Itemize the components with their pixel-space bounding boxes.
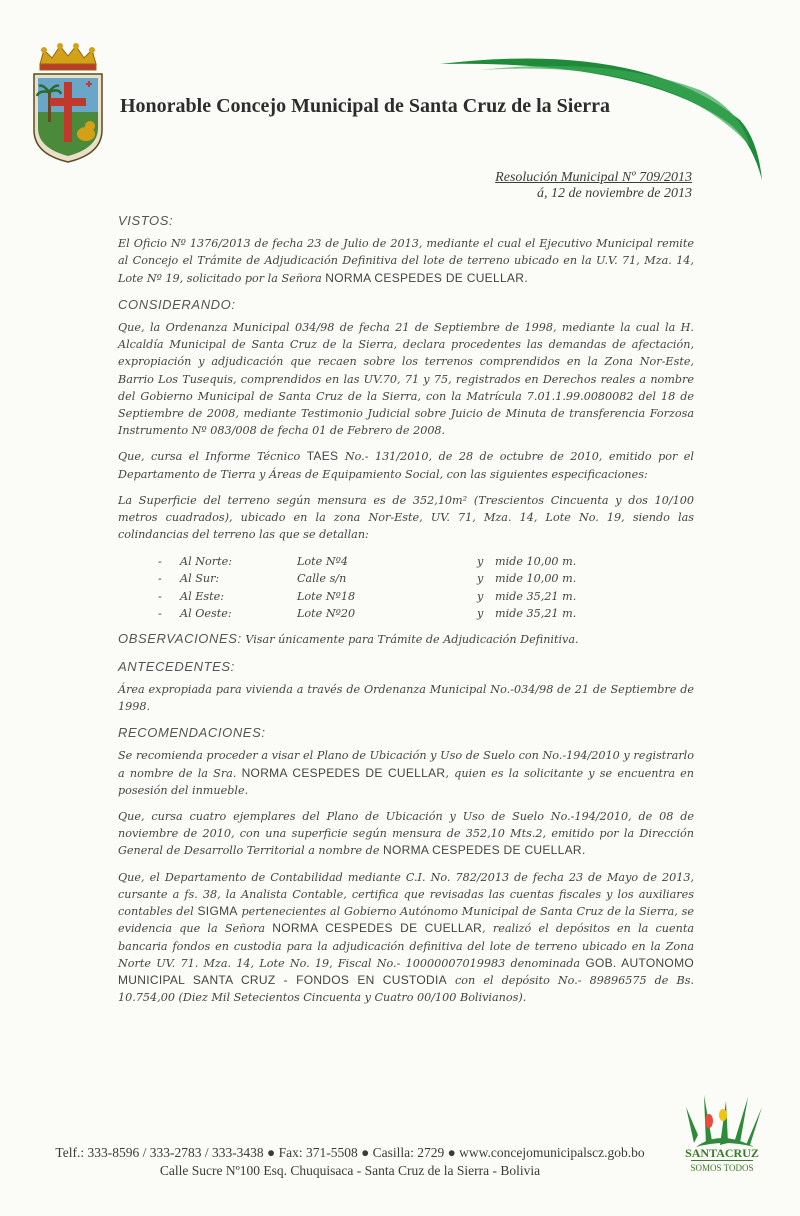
boundary-lot: Calle s/n <box>297 572 347 586</box>
rec-p1-text: Se recomienda proceder a visar el Plano de Ubicación y Uso de Suelo con No.-194/2010 y registrarlo a nombre de la Sra. <box>118 749 694 780</box>
boundary-lot: Lote Nº18 <box>297 589 356 603</box>
recomendaciones-paragraph-2 <box>118 808 694 860</box>
resolution-number: Resolución Municipal Nº 709/2013 <box>495 170 692 185</box>
boundary-side: Al Oeste: <box>180 607 232 621</box>
boundaries-list <box>158 552 694 622</box>
rec-p1-text-end: , quien es la solicitante y se encuentra en posesión del inmueble. <box>118 766 695 797</box>
boundary-row-south <box>158 570 694 588</box>
observaciones-text: Visar únicamente para Trámite de Adjudicación Definitiva. <box>241 633 579 647</box>
council-title: Honorable Concejo Municipal de Santa Cruz de la Sierra <box>120 95 610 117</box>
antecedentes-paragraph: Área expropiada para vivienda a través de Ordenanza Municipal No.-034/98 de 21 de Septiembre de 1998. <box>118 682 694 714</box>
document-body <box>118 212 694 1015</box>
boundary-measure: mide 10,00 m. <box>495 554 577 568</box>
boundary-lot: Lote Nº4 <box>297 554 349 568</box>
boundary-conj: y <box>477 554 484 568</box>
considerando-paragraph-3: La Superficie del terreno según mensura es de 352,10m² (Trescientos Cincuenta y dos 10/100 metros cuadrados), ubicado en la zona Nor-Este, UV. 71, Mza. 14, Lote No. 19, siendo las colindancias del terreno las que se detallan: <box>118 493 694 542</box>
footer <box>0 1144 700 1180</box>
recomendaciones-paragraph-1 <box>118 747 694 799</box>
resolution-block <box>495 170 692 202</box>
boundary-measure: mide 35,21 m. <box>495 607 577 621</box>
heading-antecedentes: ANTECEDENTES: <box>118 658 235 674</box>
bullet-dash: - <box>158 589 162 603</box>
considerando-p2-text-end: No.- 131/2010, de 28 de octubre de 2010, emitido por el Departamento de Tierra y Áreas de Equipamiento Social, con las siguientes especificaciones: <box>118 450 694 481</box>
bullet-dash: - <box>158 572 162 586</box>
rec-p3-text-c: , realizó el depósitos en la cuenta bancaria fondos en custodia para la adjudicación definitiva del lote de terreno ubicado en la Zona Norte UV. 71. Mza. 14, Lote No. 19, Fiscal No.- 10000007019983 denominada <box>118 922 694 970</box>
boundary-measure: mide 35,21 m. <box>495 589 577 603</box>
boundary-lot: Lote Nº20 <box>297 607 356 621</box>
boundary-side: Al Sur: <box>180 572 220 586</box>
rec-p3-text-b: pertenecientes al Gobierno Autónomo Municipal de Santa Cruz de la Sierra, se evidencia que la Señora <box>118 905 694 936</box>
applicant-name: NORMA CESPEDES DE CUELLAR <box>272 921 483 936</box>
recomendaciones-paragraph-3 <box>118 869 694 1007</box>
boundary-row-east <box>158 587 694 605</box>
boundary-conj: y <box>477 572 484 586</box>
heading-considerando: CONSIDERANDO: <box>118 296 236 312</box>
rec-p2-text: Que, cursa cuatro ejemplares del Plano de Ubicación y Uso de Suelo No.-194/2010, de 08 de noviembre de 2010, con una superficie según mensura de 352,10 Mts.2, emitido por la Dirección General de Desarrollo Territorial a nombre de <box>118 810 694 858</box>
account-name-caps: GOB. AUTONOMO MUNICIPAL SANTA CRUZ - FONDOS EN CUSTODIA <box>118 955 694 987</box>
boundary-conj: y <box>477 607 484 621</box>
vistos-text-end: . <box>524 271 528 285</box>
heading-vistos: VISTOS: <box>118 213 174 228</box>
sigma-caps: SIGMA <box>197 904 238 919</box>
observaciones-paragraph <box>118 630 694 648</box>
bullet-dash: - <box>158 607 162 621</box>
footer-address: Calle Sucre Nº100 Esq. Chuquisaca - Santa Cruz de la Sierra - Bolivia <box>159 1163 541 1178</box>
boundary-side: Al Este: <box>180 589 225 603</box>
considerando-paragraph-2 <box>118 448 694 482</box>
boundary-conj: y <box>477 589 484 603</box>
boundary-row-north <box>158 552 694 570</box>
applicant-name: NORMA CESPEDES DE CUELLAR <box>325 270 525 285</box>
considerando-p2-text: Que, cursa el Informe Técnico <box>118 450 307 464</box>
boundary-row-west <box>158 605 694 623</box>
observaciones-label: OBSERVACIONES: <box>118 631 242 647</box>
vistos-text: El Oficio Nº 1376/2013 de fecha 23 de Julio de 2013, mediante el cual el Ejecutivo Municipal remite al Concejo el Trámite de Adjudicación Definitiva del lote de terreno ubicado en la U.V. 71, Mza. 14, Lote Nº 19, solicitado por la Señora <box>118 237 694 285</box>
applicant-name: NORMA CESPEDES DE CUELLAR <box>241 765 446 780</box>
rec-p2-text-end: . <box>581 844 586 858</box>
boundary-measure: mide 10,00 m. <box>495 572 577 586</box>
rec-p3-text-d: con el depósito No.- 89896575 de Bs. 10.754,00 (Diez Mil Setecientos Cincuenta y Cuatro 00/100 Bolivianos). <box>118 973 694 1005</box>
considerando-paragraph-1: Que, la Ordenanza Municipal 034/98 de fecha 21 de Septiembre de 1998, mediante la cual la H. Alcaldía Municipal de Santa Cruz de la Sierra, declara procedentes las demandas de afectación, expropiación y adjudicación que recaen sobre los terrenos comprendidos en la Zona Nor-Este, Barrio Los Tusequis, comprendidos en las UV.70, 71 y 75, registrados en Derechos reales a nombre del Gobierno Municipal de Santa Cruz de la Sierra, con la Matrícula 7.01.1.99.0080082 del 18 de Septiembre de 2008, mediante Testimonio Judicial sobre Juicio de Minuta de transferencia Forzosa Instrumento Nº 083/008 de fecha 01 de Febrero de 2008. <box>118 321 694 438</box>
logo-line-1: SANTACRUZ <box>685 1146 759 1160</box>
vistos-paragraph <box>118 235 694 287</box>
boundary-side: Al Norte: <box>180 554 232 568</box>
green-swoosh-icon <box>440 50 770 190</box>
rec-p3-text-a: Que, el Departamento de Contabilidad mediante C.I. No. 782/2013 de fecha 23 de Mayo de 2013, cursante a fs. 38, la Analista Contable, certifica que revisadas las cuentas fiscales y los auxiliares contables del <box>118 870 694 919</box>
footer-contact: Telf.: 333-8596 / 333-2783 / 333-3438 ● Fax: 371-5508 ● Casilla: 2729 ● www.concejomunicipalscz.gob.bo <box>55 1145 645 1160</box>
taes-caps: TAES <box>306 449 339 464</box>
resolution-date: á, 12 de noviembre de 2013 <box>537 186 692 201</box>
applicant-name: NORMA CESPEDES DE CUELLAR <box>383 843 582 858</box>
heading-recomendaciones: RECOMENDACIONES: <box>118 725 266 741</box>
logo-line-2: SOMOS TODOS <box>691 1160 754 1175</box>
bullet-dash: - <box>158 554 162 568</box>
coat-of-arms-icon <box>30 42 106 166</box>
